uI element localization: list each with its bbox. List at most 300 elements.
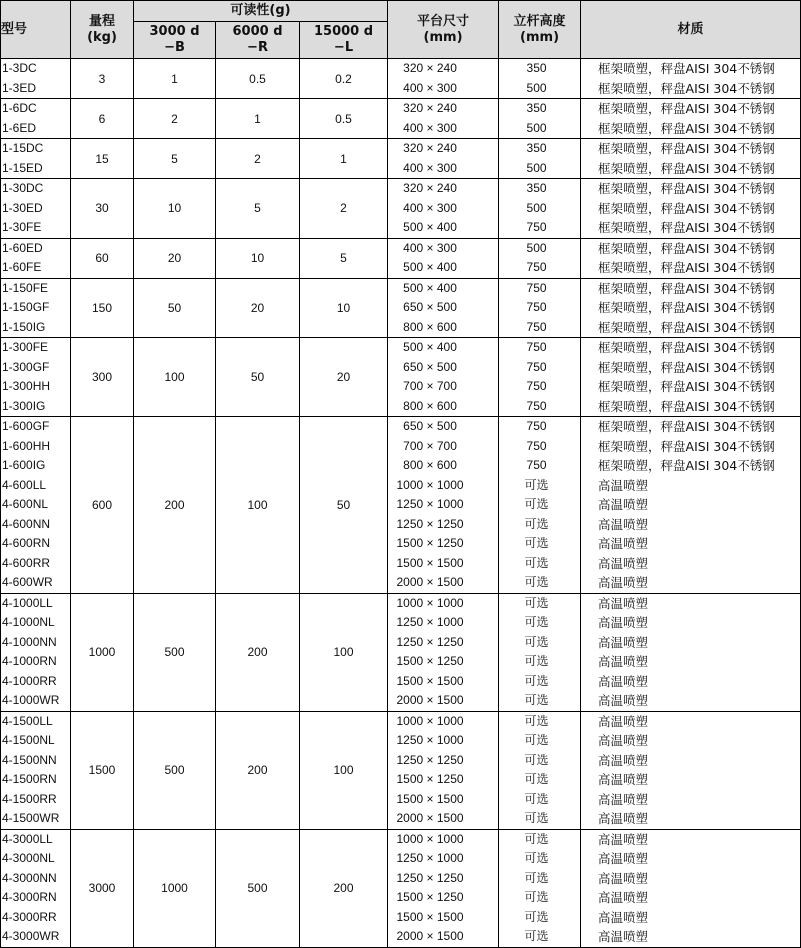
readability-15000d-header xyxy=(300,22,388,59)
capacity-cell: 15 xyxy=(71,139,134,179)
model-cell xyxy=(1,238,71,278)
readability-3000d-label: 3000 d xyxy=(149,24,200,39)
column-height: 可选 xyxy=(524,870,549,885)
platform-size: 650 × 500 xyxy=(403,359,457,374)
material-text: 高温喷塑 xyxy=(598,654,649,669)
readability-3000d-header xyxy=(134,22,216,59)
model-code: 1-150GF xyxy=(2,300,50,314)
model-code: 4-1500RR xyxy=(2,791,57,806)
platform-size-cell xyxy=(388,99,499,139)
readability-6000d-cell: 10 xyxy=(216,238,300,278)
readability-6000d-cell: 500 xyxy=(216,829,300,947)
model-cell xyxy=(1,593,71,711)
model-code: 1-600IG xyxy=(2,458,46,472)
column-height: 可选 xyxy=(524,831,549,846)
material-text: 框架喷塑，秤盘AISI 304不锈钢 xyxy=(598,181,775,196)
model-code: 4-600NN xyxy=(2,516,51,531)
column-height-header-label: 立杆高度 xyxy=(513,13,566,29)
readability-6000d-suffix: −R xyxy=(247,40,268,55)
platform-size-cell xyxy=(388,278,499,338)
column-height: 可选 xyxy=(524,634,549,649)
readability-3000d-cell: 500 xyxy=(134,593,216,711)
material-text: 高温喷塑 xyxy=(598,477,649,493)
platform-size: 500 × 400 xyxy=(403,280,457,295)
column-height: 可选 xyxy=(524,851,549,865)
platform-size: 700 × 700 xyxy=(403,438,457,453)
column-height-header xyxy=(499,1,581,59)
platform-size: 400 × 300 xyxy=(403,80,457,95)
platform-size-cell xyxy=(388,829,499,947)
platform-size: 1250 × 1250 xyxy=(396,752,464,767)
material-text: 框架喷塑，秤盘AISI 304不锈钢 xyxy=(598,200,775,216)
platform-size: 1500 × 1250 xyxy=(396,536,464,550)
material-cell xyxy=(581,593,801,711)
model-code: 4-1000WR xyxy=(2,693,60,707)
platform-size-header-unit: (mm) xyxy=(423,29,463,45)
column-height-cell xyxy=(499,59,581,99)
material-text: 框架喷塑，秤盘AISI 304不锈钢 xyxy=(598,419,775,434)
capacity-group-row xyxy=(1,593,801,711)
model-code: 1-300GF xyxy=(2,359,50,374)
platform-size: 1250 × 1250 xyxy=(396,870,464,885)
column-height: 500 xyxy=(526,200,547,215)
model-code: 1-600GF xyxy=(2,419,50,433)
platform-size: 400 × 300 xyxy=(403,240,457,255)
readability-3000d-cell: 20 xyxy=(134,238,216,278)
capacity-group-row xyxy=(1,238,801,278)
column-height: 350 xyxy=(526,61,547,75)
column-height: 可选 xyxy=(524,890,549,904)
material-text: 高温喷塑 xyxy=(598,595,649,611)
capacity-group-row xyxy=(1,711,801,829)
platform-size-cell xyxy=(388,711,499,829)
material-cell xyxy=(581,238,801,278)
capacity-cell: 60 xyxy=(71,238,134,278)
capacity-header-label: 量程 xyxy=(88,13,115,29)
material-text: 高温喷塑 xyxy=(598,555,649,571)
material-text: 框架喷塑，秤盘AISI 304不锈钢 xyxy=(598,379,775,394)
material-text: 高温喷塑 xyxy=(598,497,649,512)
readability-15000d-cell: 2 xyxy=(300,179,388,239)
column-height: 750 xyxy=(526,260,547,274)
material-text: 高温喷塑 xyxy=(598,929,649,944)
readability-3000d-cell: 200 xyxy=(134,417,216,594)
material-text: 高温喷塑 xyxy=(598,870,649,886)
column-height: 可选 xyxy=(524,929,549,943)
material-text: 高温喷塑 xyxy=(598,693,649,708)
material-text: 高温喷塑 xyxy=(598,772,649,787)
readability-15000d-cell: 100 xyxy=(300,593,388,711)
column-height: 可选 xyxy=(524,615,549,629)
material-header: 材质 xyxy=(581,1,801,59)
platform-size: 1500 × 1250 xyxy=(396,654,464,668)
model-code: 1-150IG xyxy=(2,319,46,334)
model-cell xyxy=(1,179,71,239)
material-cell xyxy=(581,711,801,829)
readability-15000d-label: 15000 d xyxy=(313,24,374,39)
model-code: 1-60ED xyxy=(2,240,43,255)
platform-size: 1250 × 1000 xyxy=(396,733,464,747)
model-cell xyxy=(1,99,71,139)
material-text: 高温喷塑 xyxy=(598,890,649,905)
platform-size: 500 × 400 xyxy=(403,340,457,354)
model-code: 4-3000RR xyxy=(2,909,57,924)
material-cell xyxy=(581,179,801,239)
readability-15000d-cell: 100 xyxy=(300,711,388,829)
capacity-cell: 3 xyxy=(71,59,134,99)
readability-3000d-cell: 500 xyxy=(134,711,216,829)
model-code: 1-15ED xyxy=(2,160,43,175)
material-cell xyxy=(581,338,801,417)
platform-size: 2000 × 1500 xyxy=(396,929,464,943)
material-text: 框架喷塑，秤盘AISI 304不锈钢 xyxy=(598,141,775,156)
material-text: 高温喷塑 xyxy=(598,909,649,925)
capacity-cell: 600 xyxy=(71,417,134,594)
model-code: 4-1500WR xyxy=(2,811,60,825)
column-height: 可选 xyxy=(524,752,549,767)
readability-6000d-header xyxy=(216,22,300,59)
model-code: 1-30ED xyxy=(2,200,43,215)
material-text: 框架喷塑，秤盘AISI 304不锈钢 xyxy=(598,458,775,473)
capacity-group-row xyxy=(1,417,801,594)
material-text: 框架喷塑，秤盘AISI 304不锈钢 xyxy=(598,300,775,315)
model-code: 1-60FE xyxy=(2,260,42,274)
column-height: 500 xyxy=(526,240,547,255)
readability-6000d-cell: 0.5 xyxy=(216,59,300,99)
platform-size-cell xyxy=(388,593,499,711)
readability-15000d-suffix: −L xyxy=(333,40,354,55)
readability-3000d-cell: 5 xyxy=(134,139,216,179)
column-height: 可选 xyxy=(524,575,549,589)
model-code: 1-15DC xyxy=(2,141,44,155)
platform-size: 1000 × 1000 xyxy=(396,595,464,610)
readability-3000d-suffix: −B xyxy=(164,40,185,55)
platform-size: 650 × 500 xyxy=(403,300,457,314)
model-code: 4-1000NL xyxy=(2,615,55,629)
platform-size: 650 × 500 xyxy=(403,419,457,433)
column-height: 可选 xyxy=(524,909,549,924)
material-cell xyxy=(581,278,801,338)
readability-6000d-cell: 50 xyxy=(216,338,300,417)
model-code: 1-3DC xyxy=(2,61,37,75)
platform-size: 320 × 240 xyxy=(403,101,457,115)
material-text: 框架喷塑，秤盘AISI 304不锈钢 xyxy=(598,280,775,296)
model-cell xyxy=(1,338,71,417)
readability-15000d-cell: 20 xyxy=(300,338,388,417)
column-height: 750 xyxy=(526,280,547,295)
table-body xyxy=(1,59,801,948)
capacity-group-row xyxy=(1,139,801,179)
column-height: 可选 xyxy=(524,536,549,550)
model-code: 4-3000WR xyxy=(2,929,60,943)
material-text: 框架喷塑，秤盘AISI 304不锈钢 xyxy=(598,340,775,355)
platform-size: 320 × 240 xyxy=(403,181,457,195)
column-height-cell xyxy=(499,417,581,594)
model-code: 4-1500LL xyxy=(2,713,53,728)
model-code: 1-300IG xyxy=(2,398,46,413)
material-text: 框架喷塑，秤盘AISI 304不锈钢 xyxy=(598,61,775,76)
column-height: 可选 xyxy=(524,497,549,511)
model-code: 4-1000RR xyxy=(2,673,57,688)
material-text: 高温喷塑 xyxy=(598,536,649,551)
model-code: 4-1500NN xyxy=(2,752,57,767)
capacity-cell: 30 xyxy=(71,179,134,239)
material-text: 高温喷塑 xyxy=(598,615,649,630)
column-height: 350 xyxy=(526,101,547,115)
column-height: 750 xyxy=(526,379,547,393)
column-height: 350 xyxy=(526,181,547,195)
model-code: 4-1000LL xyxy=(2,595,53,610)
column-height: 可选 xyxy=(524,477,549,492)
column-height: 可选 xyxy=(524,811,549,825)
column-height: 可选 xyxy=(524,733,549,747)
platform-size: 2000 × 1500 xyxy=(396,693,464,707)
model-code: 1-600HH xyxy=(2,438,51,453)
platform-size: 1500 × 1250 xyxy=(396,772,464,786)
model-code: 4-1000RN xyxy=(2,654,57,668)
platform-size: 800 × 600 xyxy=(403,398,457,413)
model-code: 1-30FE xyxy=(2,220,42,234)
column-height: 可选 xyxy=(524,772,549,786)
column-height: 350 xyxy=(526,141,547,155)
column-height-cell xyxy=(499,711,581,829)
material-text: 框架喷塑，秤盘AISI 304不锈钢 xyxy=(598,398,775,414)
readability-15000d-cell: 5 xyxy=(300,238,388,278)
readability-3000d-cell: 2 xyxy=(134,99,216,139)
model-code: 4-600NL xyxy=(2,497,49,511)
readability-15000d-cell: 0.2 xyxy=(300,59,388,99)
capacity-cell: 6 xyxy=(71,99,134,139)
column-height-cell xyxy=(499,278,581,338)
platform-size: 1250 × 1000 xyxy=(396,615,464,629)
platform-size: 400 × 300 xyxy=(403,200,457,215)
table-header xyxy=(1,1,801,59)
readability-6000d-label: 6000 d xyxy=(232,24,283,39)
capacity-group-row xyxy=(1,829,801,947)
platform-size: 700 × 700 xyxy=(403,379,457,393)
capacity-group-row xyxy=(1,179,801,239)
material-text: 框架喷塑，秤盘AISI 304不锈钢 xyxy=(598,240,775,256)
column-height: 750 xyxy=(526,220,547,234)
material-text: 高温喷塑 xyxy=(598,811,649,826)
readability-3000d-cell: 100 xyxy=(134,338,216,417)
model-code: 1-30DC xyxy=(2,181,44,195)
column-height: 750 xyxy=(526,419,547,433)
readability-6000d-cell: 1 xyxy=(216,99,300,139)
platform-size-cell xyxy=(388,417,499,594)
readability-15000d-cell: 10 xyxy=(300,278,388,338)
column-height: 可选 xyxy=(524,791,549,806)
material-text: 框架喷塑，秤盘AISI 304不锈钢 xyxy=(598,220,775,235)
column-height-cell xyxy=(499,338,581,417)
column-height: 500 xyxy=(526,80,547,95)
capacity-group-row xyxy=(1,338,801,417)
readability-15000d-cell: 0.5 xyxy=(300,99,388,139)
platform-size: 1500 × 1500 xyxy=(396,555,464,570)
column-height: 可选 xyxy=(524,555,549,570)
material-text: 高温喷塑 xyxy=(598,791,649,807)
platform-size-cell xyxy=(388,238,499,278)
model-cell xyxy=(1,59,71,99)
material-text: 框架喷塑，秤盘AISI 304不锈钢 xyxy=(598,319,775,335)
readability-6000d-cell: 5 xyxy=(216,179,300,239)
material-text: 框架喷塑，秤盘AISI 304不锈钢 xyxy=(598,80,775,96)
material-text: 高温喷塑 xyxy=(598,851,649,866)
readability-15000d-cell: 1 xyxy=(300,139,388,179)
platform-size: 500 × 400 xyxy=(403,220,457,234)
column-height: 750 xyxy=(526,319,547,334)
model-code: 4-600RR xyxy=(2,555,51,570)
readability-header: 可读性(g) xyxy=(134,1,388,22)
model-code: 1-300HH xyxy=(2,379,51,393)
material-text: 框架喷塑，秤盘AISI 304不锈钢 xyxy=(598,101,775,116)
platform-size: 800 × 600 xyxy=(403,319,457,334)
column-height: 750 xyxy=(526,438,547,453)
platform-size: 1500 × 1250 xyxy=(396,890,464,904)
column-height: 750 xyxy=(526,359,547,374)
column-height: 可选 xyxy=(524,654,549,668)
column-height: 可选 xyxy=(524,673,549,688)
platform-size: 320 × 240 xyxy=(403,141,457,155)
capacity-group-row xyxy=(1,278,801,338)
readability-3000d-cell: 50 xyxy=(134,278,216,338)
material-text: 高温喷塑 xyxy=(598,516,649,532)
model-cell xyxy=(1,829,71,947)
material-text: 高温喷塑 xyxy=(598,752,649,768)
model-code: 1-6DC xyxy=(2,101,37,115)
material-text: 高温喷塑 xyxy=(598,713,649,729)
model-code: 4-1000NN xyxy=(2,634,57,649)
material-text: 高温喷塑 xyxy=(598,831,649,847)
material-cell xyxy=(581,99,801,139)
platform-size-header xyxy=(388,1,499,59)
platform-size: 1000 × 1000 xyxy=(396,477,464,492)
capacity-cell: 3000 xyxy=(71,829,134,947)
model-code: 1-150FE xyxy=(2,280,49,295)
readability-6000d-cell: 100 xyxy=(216,417,300,594)
column-height: 750 xyxy=(526,398,547,413)
model-code: 4-600LL xyxy=(2,477,47,492)
column-height-cell xyxy=(499,593,581,711)
platform-size: 1250 × 1250 xyxy=(396,516,464,531)
platform-size-header-label: 平台尺寸 xyxy=(417,13,470,29)
platform-size: 2000 × 1500 xyxy=(396,811,464,825)
material-text: 高温喷塑 xyxy=(598,673,649,689)
material-cell xyxy=(581,139,801,179)
column-height: 750 xyxy=(526,300,547,314)
column-height-cell xyxy=(499,238,581,278)
material-text: 高温喷塑 xyxy=(598,634,649,650)
column-height: 750 xyxy=(526,458,547,472)
model-code: 1-6ED xyxy=(2,120,37,135)
capacity-header xyxy=(71,1,134,59)
readability-6000d-cell: 200 xyxy=(216,711,300,829)
readability-15000d-cell: 200 xyxy=(300,829,388,947)
material-text: 框架喷塑，秤盘AISI 304不锈钢 xyxy=(598,120,775,136)
material-text: 高温喷塑 xyxy=(598,575,649,590)
capacity-header-unit: (kg) xyxy=(87,29,117,45)
model-code: 4-1500NL xyxy=(2,733,55,747)
capacity-cell: 1000 xyxy=(71,593,134,711)
platform-size: 2000 × 1500 xyxy=(396,575,464,589)
column-height: 可选 xyxy=(524,713,549,728)
platform-size: 320 × 240 xyxy=(403,61,457,75)
material-cell xyxy=(581,829,801,947)
platform-size: 1250 × 1000 xyxy=(396,851,464,865)
column-height: 500 xyxy=(526,120,547,135)
readability-6000d-cell: 2 xyxy=(216,139,300,179)
material-text: 框架喷塑，秤盘AISI 304不锈钢 xyxy=(598,260,775,275)
model-code: 4-3000RN xyxy=(2,890,57,904)
material-text: 框架喷塑，秤盘AISI 304不锈钢 xyxy=(598,160,775,176)
model-code: 4-3000LL xyxy=(2,831,53,846)
column-height-cell xyxy=(499,179,581,239)
material-text: 高温喷塑 xyxy=(598,733,649,748)
readability-3000d-cell: 1000 xyxy=(134,829,216,947)
capacity-cell: 1500 xyxy=(71,711,134,829)
readability-6000d-cell: 20 xyxy=(216,278,300,338)
material-cell xyxy=(581,59,801,99)
column-height-cell xyxy=(499,99,581,139)
material-text: 框架喷塑，秤盘AISI 304不锈钢 xyxy=(598,438,775,454)
model-code: 4-600RN xyxy=(2,536,51,550)
platform-size: 1000 × 1000 xyxy=(396,831,464,846)
platform-size: 1500 × 1500 xyxy=(396,909,464,924)
column-height: 可选 xyxy=(524,516,549,531)
platform-size: 400 × 300 xyxy=(403,120,457,135)
capacity-group-row xyxy=(1,59,801,99)
capacity-cell: 150 xyxy=(71,278,134,338)
model-cell xyxy=(1,139,71,179)
capacity-cell: 300 xyxy=(71,338,134,417)
material-cell xyxy=(581,417,801,594)
readability-6000d-cell: 200 xyxy=(216,593,300,711)
column-height-header-unit: (mm) xyxy=(520,29,560,45)
model-cell xyxy=(1,417,71,594)
platform-size: 1500 × 1500 xyxy=(396,791,464,806)
platform-size: 1000 × 1000 xyxy=(396,713,464,728)
platform-size: 400 × 300 xyxy=(403,160,457,175)
platform-size: 1250 × 1000 xyxy=(396,497,464,511)
column-height-cell xyxy=(499,829,581,947)
column-height: 750 xyxy=(526,340,547,354)
model-cell xyxy=(1,278,71,338)
column-height: 可选 xyxy=(524,693,549,707)
platform-size: 1500 × 1500 xyxy=(396,673,464,688)
platform-size: 1250 × 1250 xyxy=(396,634,464,649)
platform-size-cell xyxy=(388,59,499,99)
model-header: 型号 xyxy=(1,1,71,59)
model-code: 4-1500RN xyxy=(2,772,57,786)
model-code: 4-3000NN xyxy=(2,870,57,885)
readability-3000d-cell: 1 xyxy=(134,59,216,99)
platform-size-cell xyxy=(388,179,499,239)
capacity-group-row xyxy=(1,99,801,139)
column-height-cell xyxy=(499,139,581,179)
platform-size-cell xyxy=(388,139,499,179)
model-code: 4-600WR xyxy=(2,575,53,589)
readability-3000d-cell: 10 xyxy=(134,179,216,239)
platform-size: 800 × 600 xyxy=(403,458,457,472)
model-code: 1-300FE xyxy=(2,340,49,354)
column-height: 500 xyxy=(526,160,547,175)
model-cell xyxy=(1,711,71,829)
model-code: 1-3ED xyxy=(2,80,37,95)
platform-size-cell xyxy=(388,338,499,417)
column-height: 可选 xyxy=(524,595,549,610)
platform-size: 500 × 400 xyxy=(403,260,457,274)
material-text: 框架喷塑，秤盘AISI 304不锈钢 xyxy=(598,359,775,375)
